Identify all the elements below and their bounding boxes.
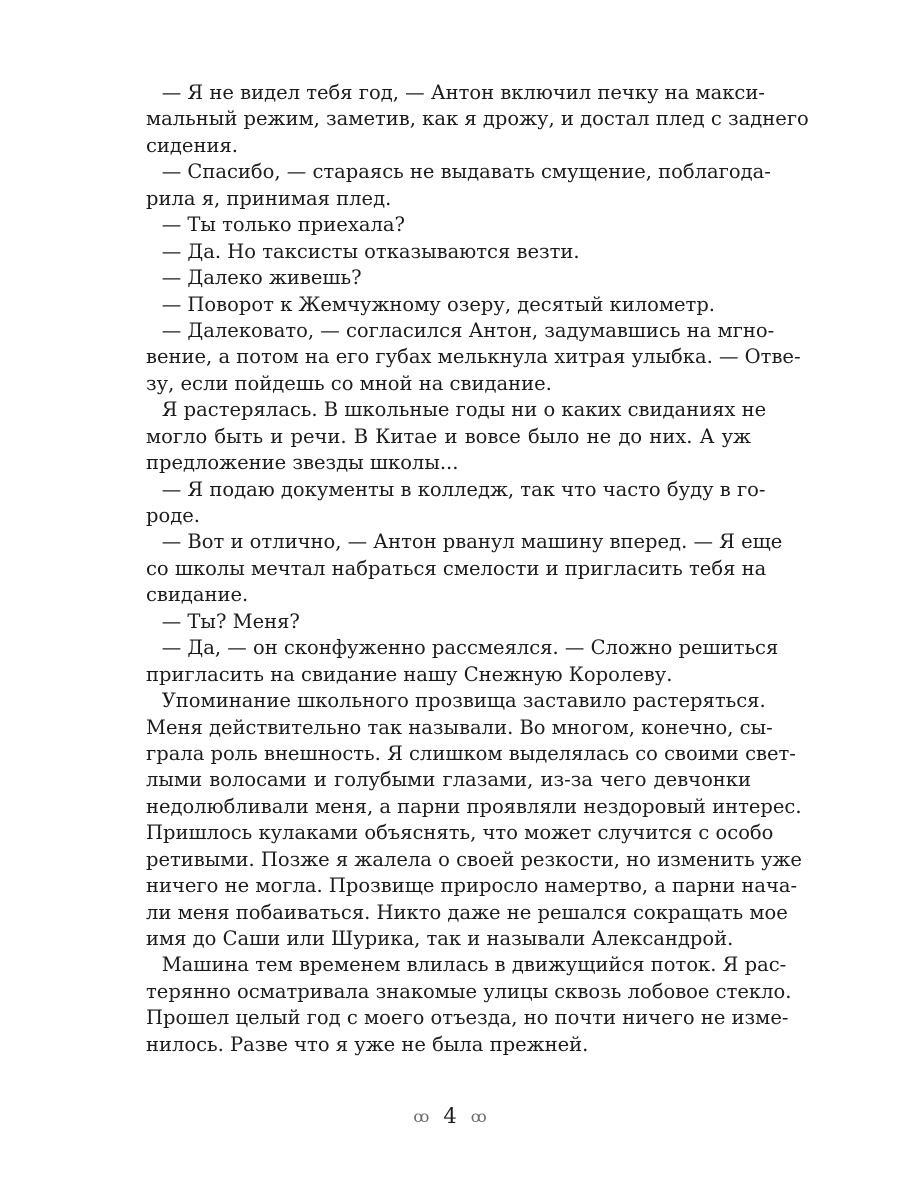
text-line: — Спасибо, — стараясь не выдавать смущение, поблагода- — [161, 160, 771, 184]
text-line: роде. — [146, 504, 200, 527]
text-line: — Ты? Меня? — [161, 609, 300, 633]
text-line: пригласить на свидание нашу Снежную Королеву. — [146, 662, 673, 686]
text-line: Меня действительно так называли. Во многом, конечно, сы- — [146, 715, 773, 739]
text-line: ли меня побаиваться. Никто даже не решался сокращать мое — [146, 900, 788, 924]
text-line: Я растерялась. В школьные годы ни о каких свиданиях не — [161, 398, 767, 422]
text-line: Машина тем временем влилась в движущийся поток. Я рас- — [161, 953, 787, 977]
text-line: ретивыми. Позже я жалела о своей резкости, но изменить уже — [146, 847, 802, 871]
text-line: Пришлось кулаками объяснять, что может случится с особо — [146, 821, 774, 845]
text-line: свидание. — [146, 583, 249, 607]
text-line: нилось. Разве что я уже не была прежней. — [146, 1032, 589, 1056]
text-line: недолюбливали меня, а парни проявляли нездоровый интерес. — [146, 794, 802, 818]
text-line: имя до Саши или Шурика, так и называли Александрой. — [146, 927, 734, 950]
text-line: ничего не могла. Прозвище приросло намертво, а парни нача- — [146, 874, 798, 898]
text-line: зу, если пойдешь со мной на свидание. — [146, 371, 552, 395]
body-text — [146, 80, 809, 1058]
text-line: лыми волосами и голубыми глазами, из-за чего девчонки — [146, 768, 751, 792]
text-line: терянно осматривала знакомые улицы сквозь лобовое стекло. — [146, 979, 792, 1003]
text-line: могло быть и речи. В Китае и вовсе было не до них. А уж — [146, 424, 751, 448]
text-line: — Поворот к Жемчужному озеру, десятый километр. — [161, 292, 716, 316]
text-line: Прошел целый год с моего отъезда, но почти ничего не изме- — [146, 1006, 789, 1030]
text-line: — Я не видел тебя год, — Антон включил печку на макси- — [161, 81, 765, 104]
text-line: — Далеко живешь? — [161, 266, 362, 290]
right-ornament-icon: ꝏ — [470, 1106, 487, 1126]
text-line: — Далековато, — согласился Антон, задумавшись на мгно- — [161, 318, 775, 342]
page-number: 4 — [443, 1104, 457, 1128]
text-line: — Ты только приехала? — [161, 213, 405, 237]
text-line: вение, а потом на его губах мелькнула хитрая улыбка. — Отве- — [146, 345, 801, 369]
text-line: сидения. — [146, 133, 238, 157]
text-line: Упоминание школьного прозвища заставило растеряться. — [161, 689, 766, 713]
text-line: — Да, — он сконфуженно рассмеялся. — Сложно решиться — [161, 636, 779, 660]
text-line: предложение звезды школы... — [146, 451, 459, 475]
text-line: — Я подаю документы в колледж, так что часто буду в го- — [161, 477, 766, 501]
text-line: рила я, принимая плед. — [146, 186, 392, 210]
left-ornament-icon: ꝏ — [413, 1106, 430, 1126]
text-line: — Да. Но таксисты отказываются везти. — [161, 239, 580, 263]
page-footer — [0, 1096, 900, 1136]
text-line: грала роль внешность. Я слишком выделялась со своими свет- — [146, 741, 796, 765]
text-line: — Вот и отлично, — Антон рванул машину вперед. — Я еще — [161, 530, 783, 554]
text-line: со школы мечтал набраться смелости и пригласить тебя на — [146, 556, 767, 580]
text-line: мальный режим, заметив, как я дрожу, и достал плед с заднего — [146, 107, 809, 131]
